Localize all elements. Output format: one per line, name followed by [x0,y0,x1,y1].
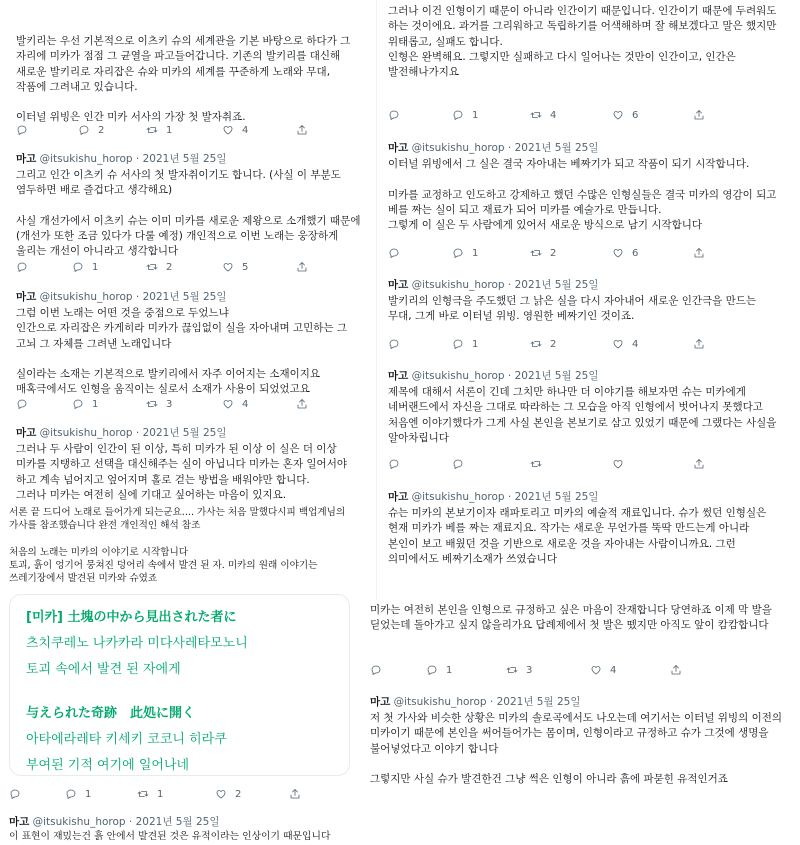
share-icon [296,398,308,410]
like-button[interactable] [215,788,241,800]
like-button[interactable] [612,109,638,121]
tweet[interactable] [16,426,362,503]
tweet-text: 그러나 이건 인형이기 때문이 아니라 인간이기 때문입니다. 인간이기 때문에 두려워도 하는 것이에요. 과거를 그리워하고 독립하기를 어색해하며 잘 해보겠다고 말은 했지만 위태롭고, 실패도 합니다. 인형은 완벽해요. 그렇지만 실패하고 다시 일어나는 것만이 인간이고, 인간은 발전해나가지요 [388,5,777,79]
reply-icon [388,458,400,470]
like-count: 4 [610,664,617,676]
like-button[interactable] [222,398,248,410]
reply-button[interactable] [388,458,400,470]
tweet[interactable] [9,815,361,844]
tweet[interactable] [370,603,790,634]
reply-count-wrap [72,398,98,410]
retweet-button[interactable] [146,261,172,273]
reply-button[interactable] [16,124,28,136]
retweet-icon [146,124,158,136]
reply-icon [78,124,90,136]
author-handle[interactable]: @itsukishu_horop [32,816,126,828]
reply-count: 1 [446,664,453,676]
tweet-actions [370,662,790,678]
retweet-count: 3 [166,398,173,410]
reply-icon [16,124,28,136]
author-name[interactable]: 마고 [16,153,37,165]
share-icon [693,458,705,470]
right-column [370,0,800,845]
tweet-actions [16,122,356,138]
tweet-date[interactable]: 2021년 5월 25일 [514,491,599,503]
tweet-text: 발키리는 우선 기본적으로 이츠키 슈의 세계관을 기본 바탕으로 하다가 그 자리에 미카가 점점 그 균열을 파고들어갑니다. 기존의 발키리를 대신해 새로운 발키리로 자리잡은 슈와 미카의 세계를 꾸준하게 노래와 무대, 작품에 그려내고 있습니다. 이터널 위빙은 인간 미카 서사의 가장 첫 발자취죠. [16,35,351,124]
reply-button[interactable] [16,398,28,410]
reply-button[interactable] [388,338,400,350]
lyric-line: 与えられた奇跡 此処に開く [26,706,196,721]
author-handle[interactable]: @itsukishu_horop [411,142,505,154]
reply-icon [426,664,438,676]
reply-count-wrap [452,247,478,259]
like-count: 6 [632,247,639,259]
tweet-text: 이 표현이 재밌는건 흙 안에서 발견된 것은 유적이라는 인상이기 때문입니다 [9,831,331,842]
lyric-line: 토괴 속에서 발견 된 자에게 [26,662,181,677]
reply-icon [388,247,400,259]
author-name[interactable]: 마고 [9,816,30,828]
tweet-header: 마고 @itsukishu_horop · 2021년 5월 25일 [16,153,227,165]
like-count: 2 [235,788,242,800]
share-icon [693,109,705,121]
reply-count-wrap [426,664,452,676]
retweet-icon [530,247,542,259]
author-name[interactable]: 마고 [370,696,391,708]
reply-icon [72,398,84,410]
reply-icon [388,338,400,350]
retweet-button[interactable] [530,247,556,259]
retweet-count: 2 [550,338,557,350]
reply-icon [452,458,464,470]
retweet-button[interactable] [506,664,532,676]
like-button[interactable] [612,458,624,470]
reply-count: 1 [92,261,99,273]
tweet-text: 그리고 인간 이츠키 슈 서사의 첫 발자취이기도 합니다. (사실 이 부분도 염두하면 배로 즐겁다고 생각해요) 사실 개선가에서 이츠키 슈는 이미 미카를 새로운 제왕으로 소개했기 때문에 (개선가 또한 조금 있다가 다룰 예정) 개인적으로 이번 노래는 웅장하게 울리는 개선이 아니라고 생각합니다 [16,169,361,258]
heart-icon [612,458,624,470]
share-button[interactable] [296,398,308,410]
retweet-count: 1 [166,124,173,136]
heart-icon [222,398,234,410]
tweet-header: 마고 @itsukishu_horop · 2021년 5월 25일 [388,279,599,291]
tweet-date[interactable]: 2021년 5월 25일 [135,816,220,828]
tweet[interactable] [16,34,362,126]
lyric-line: 아타에라레타 키세키 코코니 히라쿠 [26,732,227,747]
heart-icon [612,338,624,350]
reply-count: 1 [472,338,479,350]
reply-icon [9,788,21,800]
tweet-text: 서론 끝 드디어 노래로 들어가게 되는군요.... 가사는 처음 말했다시피 백업계님의 가사를 참조했습니다 완전 개인적인 해석 참조 처음의 노래는 미카의 이야기로 시작합니다 토괴, 흙이 엉기어 뭉쳐진 덩어리 속에서 발견 된 자. 미카의 원래 이야기는 쓰레기장에서 발견된 미카와 슈였죠 [9,507,346,585]
like-count: 4 [242,124,249,136]
share-icon [289,788,301,800]
retweet-icon [146,398,158,410]
heart-icon [612,109,624,121]
reply-icon [452,109,464,121]
reply-count: 2 [98,124,105,136]
tweet-actions [16,396,356,412]
tweet-header: 마고 @itsukishu_horop · 2021년 5월 25일 [388,491,599,503]
tweet-actions [9,786,349,802]
author-name[interactable]: 마고 [16,291,37,303]
reply-button[interactable] [370,664,382,676]
share-icon [670,664,682,676]
reply-count-wrap [78,124,104,136]
reply-button[interactable] [16,261,28,273]
heart-icon [590,664,602,676]
reply-button[interactable] [388,109,400,121]
author-handle[interactable]: @itsukishu_horop [393,696,487,708]
tweet-header: 마고 @itsukishu_horop · 2021년 5월 25일 [388,142,599,154]
retweet-button[interactable] [530,458,542,470]
reply-count: 1 [92,398,99,410]
retweet-count: 2 [550,247,557,259]
heart-icon [222,124,234,136]
author-handle[interactable]: @itsukishu_horop [39,291,133,303]
heart-icon [215,788,227,800]
share-button[interactable] [693,338,705,350]
tweet-text: 슈는 미카의 본보기이자 래파토리고 미카의 예술적 재료입니다. 슈가 썼던 인형실은 현재 미카가 베를 짜는 재료지요. 작가는 새로운 무언가를 뚝딱 만드는게 아니라 본인이 보고 배웠던 것을 기반으로 새로운 것을 자아내는 사람이니까요. 그런 의미에서도 베짜기소재가 쓰였습니다 [388,507,770,565]
reply-icon [72,261,84,273]
heart-icon [222,261,234,273]
reply-icon [16,261,28,273]
retweet-button[interactable] [146,124,172,136]
reply-icon [370,664,382,676]
retweet-button[interactable] [137,788,163,800]
tweet-date[interactable]: 2021년 5월 25일 [142,153,227,165]
retweet-button[interactable] [530,109,556,121]
author-handle[interactable]: @itsukishu_horop [411,491,505,503]
reply-count: 1 [472,247,479,259]
share-button[interactable] [296,261,308,273]
tweet-date[interactable]: 2021년 5월 25일 [142,291,227,303]
author-handle[interactable]: @itsukishu_horop [39,427,133,439]
author-name[interactable]: 마고 [16,427,37,439]
tweet[interactable] [388,4,778,80]
author-name[interactable]: 마고 [388,370,409,382]
retweet-icon [530,338,542,350]
retweet-icon [530,458,542,470]
reply-icon [16,398,28,410]
author-handle[interactable]: @itsukishu_horop [39,153,133,165]
tweet-text: 미카는 여전히 본인을 인형으로 규정하고 싶은 마음이 잔재합니다 당연하죠 이제 막 발을 딛었는데 돌아가고 싶지 않을리가요 답례제에서 첫 발은 뗐지만 아직도 앞이 캄캄합니다 [370,604,776,632]
tweet-header: 마고 @itsukishu_horop · 2021년 5월 25일 [16,291,227,303]
reply-count-wrap [65,788,91,800]
share-button[interactable] [693,458,705,470]
like-button[interactable] [612,338,638,350]
tweet-actions [16,259,356,275]
tweet-header: 마고 @itsukishu_horop · 2021년 5월 25일 [16,427,227,439]
author-name[interactable]: 마고 [388,142,409,154]
like-button[interactable] [222,261,248,273]
tweet-text: 저 첫 가사와 비슷한 상황은 미카의 솔로곡에서도 나오는데 여기서는 이터널 위빙의 이전의 미카이기 때문에 본인을 써어들어가는 몸이며, 인형이라고 규정하고 슈가 그것에 생명을 불어넣었다고 이야기 합니다 그렇지만 사실 슈가 발견한건 그냥 썩은 인형이 아니라 흙에 파묻힌 유적인거죠 [370,712,783,786]
tweet-actions [388,336,778,352]
author-name[interactable]: 마고 [388,279,409,291]
like-count: 4 [632,338,639,350]
retweet-icon [530,109,542,121]
like-count: 5 [242,261,249,273]
tweet-header: 마고 @itsukishu_horop · 2021년 5월 25일 [9,816,220,828]
tweet-text: 제목에 대해서 서론이 긴데 그치만 하나만 더 이야기를 해보자면 슈는 미카에게 네버랜드에서 자신을 그대로 따라하는 그 모습을 아직 인형에서 벗어나지 못했다고 처음엔 이야기했다가 그게 사실 본인을 본보기로 삼고 있었기 때문에 그랬다는 사실을 알아차립니다 [388,386,780,444]
share-icon [296,124,308,136]
lyrics-card[interactable] [9,594,350,776]
like-button[interactable] [612,247,638,259]
tweet-text: 그러나 두 사람이 인간이 된 이상, 특히 미카가 된 이상 이 실은 더 이상 미카를 지탱하고 선택을 대신해주는 실이 아닙니다 미카는 혼자 일어서야 하고 계속 넘어지고 엎어지며 홀로 걷는 방법을 배워야만 합니다. 그러나 미카는 여전히 실에 기대고 싶어하는 마음이 있지요. [16,443,347,501]
author-handle[interactable]: @itsukishu_horop [411,370,505,382]
tweet-date[interactable]: 2021년 5월 25일 [514,279,599,291]
tweet[interactable] [16,290,362,398]
reply-icon [452,338,464,350]
tweet-header: 마고 @itsukishu_horop · 2021년 5월 25일 [370,696,581,708]
left-column [0,0,362,845]
reply-count: 1 [85,788,92,800]
tweet-date[interactable]: 2021년 5월 25일 [142,427,227,439]
tweet[interactable] [9,506,361,586]
tweet-date[interactable]: 2021년 5월 25일 [496,696,581,708]
tweet[interactable] [16,152,362,260]
retweet-button[interactable] [146,398,172,410]
retweet-icon [506,664,518,676]
tweet-actions [388,107,778,123]
share-button[interactable] [693,247,705,259]
like-count: 4 [242,398,249,410]
retweet-count: 3 [526,664,533,676]
retweet-count: 4 [550,109,557,121]
tweet-actions [388,456,778,472]
reply-icon [388,109,400,121]
retweet-icon [146,261,158,273]
tweet-text: 발키리의 인형극을 주도했던 그 낡은 실을 다시 자아내어 새로운 인간극을 만드는 무대, 그게 바로 이터널 위빙. 영원한 베짜기인 것이죠. [388,295,760,323]
author-handle[interactable]: @itsukishu_horop [411,279,505,291]
retweet-button[interactable] [530,338,556,350]
tweet-date[interactable]: 2021년 5월 25일 [514,370,599,382]
share-icon [693,338,705,350]
tweet-text: 그럼 이번 노래는 어떤 것을 중점으로 두었느냐 인간으로 자리잡은 카게히라 미카가 끊임없이 실을 자아내며 고민하는 그 고뇌 그 자체를 그려낸 노래입니다 실이라는 소재는 기본적으로 발키리에서 자주 이어지는 소재이지요 매혹극에서도 인형을 움직이는 실로서 소재가 사용이 되었었고요 [16,307,347,396]
like-count: 6 [632,109,639,121]
like-button[interactable] [590,664,616,676]
retweet-count: 2 [166,261,173,273]
like-button[interactable] [222,124,248,136]
column-divider [376,0,377,600]
share-icon [693,247,705,259]
reply-button[interactable] [9,788,21,800]
reply-button-2[interactable] [452,458,464,470]
reply-count: 1 [472,109,479,121]
lyric-line: [미카] 土塊の中から見出された者に [26,610,237,625]
tweet[interactable] [370,695,790,787]
share-button[interactable] [289,788,301,800]
reply-count-wrap [72,261,98,273]
retweet-icon [137,788,149,800]
tweet[interactable] [388,278,778,325]
tweet-text: 이터널 위빙에서 그 실은 결국 자아내는 베짜기가 되고 작품이 되기 시작합니다. 미카를 교정하고 인도하고 강제하고 했던 수많은 인형실들은 결국 미카의 영감이 되고 베를 짜는 실이 되고 재료가 되어 미카를 예술가로 만듭니다. 그렇게 이 실은 두 사람에게 있어서 새로운 방식으로 남기 시작합니다 [388,158,777,232]
lyric-line: 부여된 기적 여기에 일어나네 [26,758,190,773]
tweet[interactable] [388,490,778,567]
tweet-header: 마고 @itsukishu_horop · 2021년 5월 25일 [388,370,599,382]
share-button[interactable] [670,664,682,676]
lyric-line: 츠치쿠레노 나카카라 미다사레타모노니 [26,636,248,651]
reply-icon [452,247,464,259]
reply-count-wrap [452,109,478,121]
tweet-actions [388,245,778,261]
tweet[interactable] [388,141,778,233]
reply-count-wrap [452,338,478,350]
tweet-date[interactable]: 2021년 5월 25일 [514,142,599,154]
retweet-count: 1 [157,788,164,800]
tweet[interactable] [388,369,778,446]
reply-button[interactable] [388,247,400,259]
reply-icon [65,788,77,800]
share-button[interactable] [693,109,705,121]
share-button[interactable] [296,124,308,136]
heart-icon [612,247,624,259]
author-name[interactable]: 마고 [388,491,409,503]
share-icon [296,261,308,273]
